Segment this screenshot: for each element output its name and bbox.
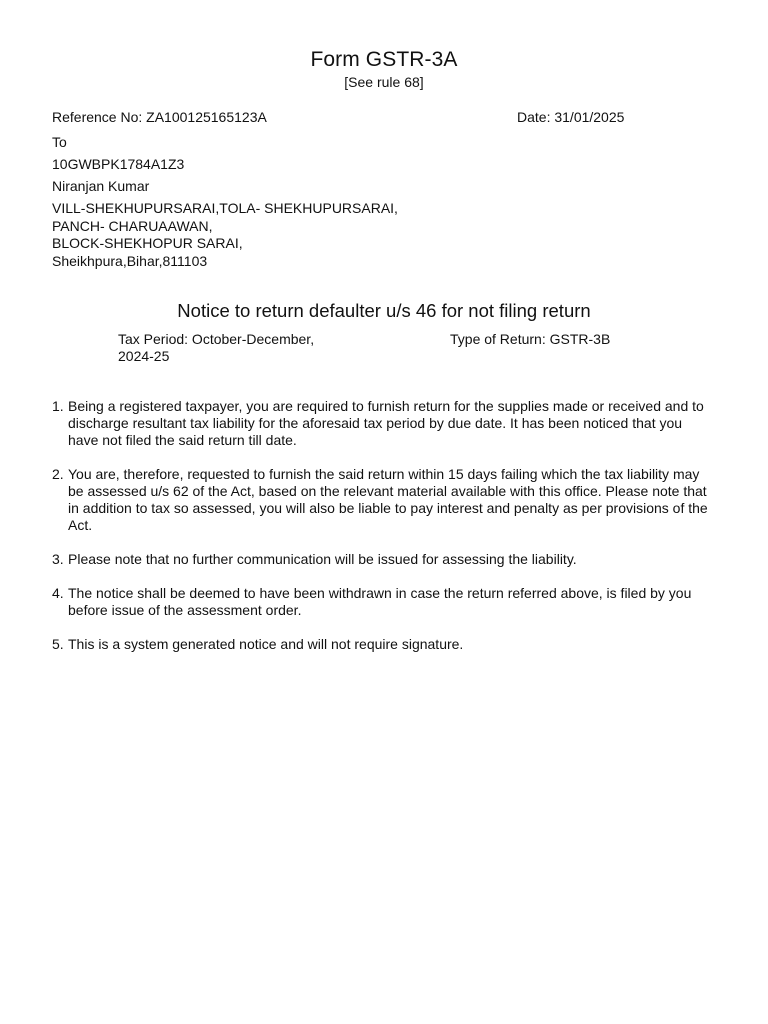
form-title: Form GSTR-3A [310,48,458,71]
notice-point [52,585,716,619]
notice-point [52,398,716,449]
notice-points-list [52,398,716,670]
return-type: Type of Return: GSTR-3B [450,331,611,347]
notice-date: Date: 31/01/2025 [517,109,625,125]
point-number: 1. [52,398,64,414]
to-label: To [52,134,67,150]
address-line: VILL-SHEKHUPURSARAI,TOLA- SHEKHUPURSARAI, [52,200,398,216]
recipient-address [52,200,398,270]
point-text: You are, therefore, requested to furnish the said return within 15 days failing which the tax liability may be assessed u/s 62 of the Act, based on the relevant material available with this office. Please note that in addition to tax so assessed, you will also be liable to pay interest and penalty as per provisions of the Act. [68,466,708,533]
notice-heading: Notice to return defaulter u/s 46 for not filing return [177,300,591,321]
point-text: The notice shall be deemed to have been withdrawn in case the return referred above, is filed by you before issue of the assessment order. [68,585,692,618]
address-line: PANCH- CHARUAAWAN, [52,217,213,234]
tax-period: Tax Period: October-December, 2024-25 [118,331,315,364]
notice-point [52,466,716,534]
reference-number: Reference No: ZA100125165123A [52,109,267,125]
point-text: Being a registered taxpayer, you are required to furnish return for the supplies made or received and to discharge resultant tax liability for the aforesaid tax period by due date. It has been noticed that you have not filed the said return till date. [68,398,704,448]
notice-point [52,551,716,568]
address-line: BLOCK-SHEKHOPUR SARAI, [52,235,243,251]
notice-point [52,636,716,653]
recipient-name: Niranjan Kumar [52,178,150,194]
recipient-gstin: 10GWBPK1784A1Z3 [52,156,185,172]
point-text: Please note that no further communication will be issued for assessing the liability. [68,551,577,567]
address-line: Sheikhpura,Bihar,811103 [52,252,208,269]
point-number: 5. [52,636,64,652]
point-text: This is a system generated notice and will not require signature. [68,636,464,652]
point-number: 3. [52,551,64,567]
form-rule-reference: [See rule 68] [344,74,424,90]
point-number: 2. [52,466,64,482]
point-number: 4. [52,585,64,601]
